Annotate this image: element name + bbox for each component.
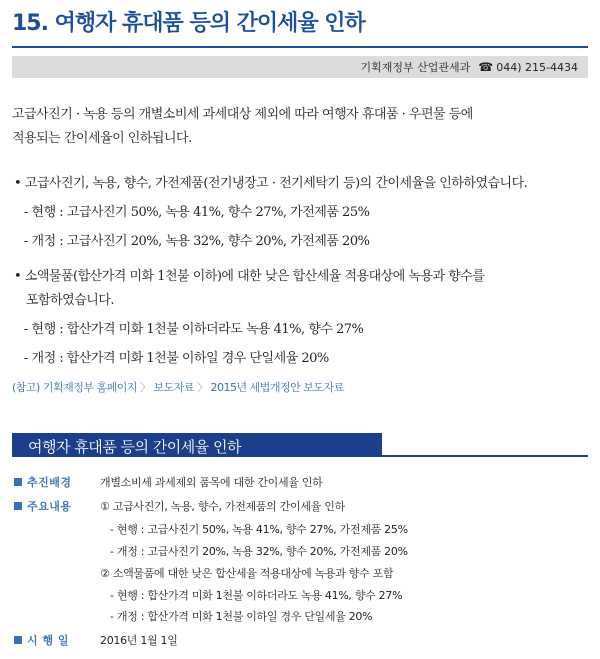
effective-date-text: 2016년 1월 1일	[100, 634, 178, 647]
intro-line-1: 고급사진기 · 녹용 등의 개별소비세 과세대상 제외에 따라 여행자 휴대품 · 우편물 등에	[12, 107, 473, 122]
reference-crumb-press[interactable]: 보도자료	[153, 381, 194, 394]
breadcrumb-separator: 〉	[196, 381, 208, 394]
square-bullet-icon	[14, 636, 22, 644]
content-item-2: ② 소액물품에 대한 낮은 합산세율 적용대상에 녹용과 향수 포함	[100, 567, 394, 580]
section2-bullet-line-2: 포함하였습니다.	[26, 293, 115, 308]
title-underline	[12, 46, 588, 48]
section2-current: - 현행 : 합산가격 미화 1천불 이하더라도 녹용 41%, 향수 27%	[24, 322, 364, 337]
intro-paragraph	[12, 103, 592, 151]
label-effective-date: 시 행 일	[14, 632, 69, 648]
page-title: 15. 여행자 휴대품 등의 간이세율 인하	[12, 11, 365, 36]
square-bullet-icon	[14, 478, 22, 486]
section2-bullet	[14, 265, 594, 313]
label-background: 추진배경	[14, 474, 72, 490]
section1-current: - 현행 : 고급사진기 50%, 녹용 41%, 향수 27%, 가전제품 25%	[24, 205, 370, 220]
reference-prefix: (참고) 기획재정부 홈페이지	[12, 381, 137, 394]
phone-number: 044) 215-4434	[496, 60, 578, 74]
summary-box-title: 여행자 휴대품 등의 간이세율 인하	[28, 438, 241, 456]
square-bullet-icon	[14, 502, 22, 510]
content-item-2-current: - 현행 : 합산가격 미화 1천불 이하더라도 녹용 41%, 향수 27%	[110, 589, 403, 602]
department-name: 기획재정부 산업관세과	[360, 61, 471, 74]
telephone-icon: ☎	[478, 60, 494, 74]
section1-bullet: • 고급사진기, 녹용, 향수, 가전제품(전기냉장고 · 전기세탁기 등)의 간이세율을 인하하였습니다.	[14, 176, 528, 191]
source-bar	[12, 56, 588, 78]
reference-breadcrumb	[12, 379, 344, 395]
section1-revised: - 개정 : 고급사진기 20%, 녹용 32%, 향수 20%, 가전제품 20%	[24, 234, 370, 249]
breadcrumb-separator: 〉	[139, 381, 151, 394]
content-item-1-current: - 현행 : 고급사진기 50%, 녹용 41%, 향수 27%, 가전제품 25%	[110, 523, 408, 536]
reference-crumb-tax-revision[interactable]: 2015년 세법개정안 보도자료	[210, 381, 344, 394]
content-item-1-revised: - 개정 : 고급사진기 20%, 녹용 32%, 향수 20%, 가전제품 20%	[110, 545, 408, 558]
background-text: 개별소비세 과세제외 품목에 대한 간이세율 인하	[100, 476, 323, 489]
section2-bullet-line-1: • 소액물품(합산가격 미화 1천불 이하)에 대한 낮은 합산세율 적용대상에 녹용과 향수를	[14, 269, 485, 284]
summary-box-header	[12, 433, 588, 457]
intro-line-2: 적용되는 간이세율이 인하됩니다.	[12, 131, 192, 146]
label-content: 주요내용	[14, 498, 72, 514]
content-item-2-revised: - 개정 : 합산가격 미화 1천불 이하일 경우 단일세율 20%	[110, 610, 373, 623]
section2-revised: - 개정 : 합산가격 미화 1천불 이하일 경우 단일세율 20%	[24, 351, 329, 366]
content-item-1: ① 고급사진기, 녹용, 향수, 가전제품의 간이세율 인하	[100, 500, 345, 513]
